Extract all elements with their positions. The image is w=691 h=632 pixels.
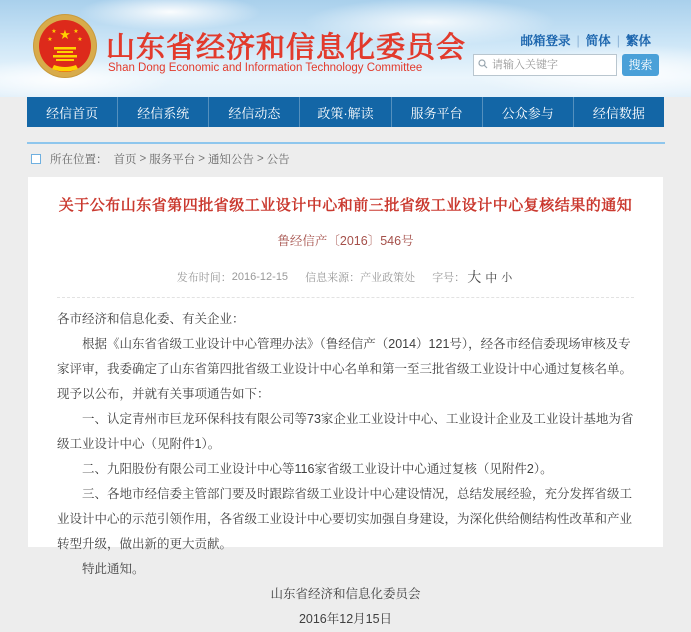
search-button[interactable]: 搜索 [622,54,659,76]
header-top-links [520,31,651,49]
article-title: 关于公布山东省第四批省级工业设计中心和前三批省级工业设计中心复核结果的通知 [58,197,633,214]
svg-text:★: ★ [51,29,57,35]
header-divider [27,142,665,144]
closing-line: 特此通知。 [82,562,145,576]
font-size-label: 字号： [432,272,466,284]
svg-text:★: ★ [73,29,79,35]
publish-time-label: 发布时间： [176,272,232,284]
breadcrumb-separator: > [256,153,264,165]
national-emblem-icon [32,13,98,79]
publish-time: 2016-12-15 [231,271,289,283]
breadcrumb-separator: > [139,153,147,165]
link-separator: | [576,34,580,48]
paragraph: 根据《山东省省级工业设计中心管理办法》（鲁经信产（2014）121号），经各市经信委现场审核及专家评审，我委确定了山东省第四批省级工业设计中心名单和第一至三批省级工业设计中心通过复核名单。现予以公布，并就有关事项通告如下： [57,337,633,401]
paragraph: 二、九阳股份有限公司工业设计中心等116家省级工业设计中心通过复核（见附件2）。 [82,462,553,476]
breadcrumb-item-service[interactable]: 服务平台 [149,154,196,166]
breadcrumb-separator: > [198,153,205,165]
article-meta [28,267,663,287]
font-size-large-button[interactable]: 大 [467,269,482,285]
paragraph: 三、各地市经信委主管部门要及时跟踪省级工业设计中心建设情况，总结发展经验，充分发挥省级工业设计中心的示范引领作用，各省级工业设计中心要切实加强自身建设，为深化供给侧结构性改革和产业转型升级，做出新的更大贡献。 [57,487,633,551]
breadcrumb-item-notices[interactable]: 通知公告 [207,154,254,166]
source-value: 产业政策处 [360,272,416,284]
svg-text:★: ★ [59,27,71,42]
site-subtitle: Shan Dong Economic and Information Technology Committee [108,62,423,74]
font-size-small-button[interactable]: 小 [501,272,513,284]
nav-item-data[interactable]: 经信数据 [592,105,645,121]
article-body [57,307,634,632]
traditional-chinese-link[interactable]: 繁体 [625,34,651,48]
breadcrumb-label: 所在位置： [50,154,108,166]
nav-item-policy[interactable]: 政策·解读 [300,97,391,127]
national-emblem-logo[interactable] [32,13,98,79]
source-label: 信息来源： [305,272,361,284]
link-separator: | [616,34,620,48]
paragraph: 一、认定青州市巨龙环保科技有限公司等73家企业工业设计中心、工业设计企业及工业设计基地为省级工业设计中心（见附件1）。 [57,412,634,451]
font-size-medium-button[interactable]: 中 [485,270,498,285]
breadcrumb [27,151,664,167]
svg-text:★: ★ [47,37,53,43]
breadcrumb-item-home[interactable]: 首页 [113,154,137,166]
meta-divider [57,297,634,298]
main-nav [27,97,664,127]
simplified-chinese-link[interactable]: 简体 [585,34,611,48]
mail-login-link[interactable]: 邮箱登录 [520,34,571,48]
breadcrumb-item-announcement[interactable]: 公告 [266,154,290,166]
site-header [0,0,691,97]
nav-item-news[interactable]: 经信动态 [209,97,300,127]
breadcrumb-square-icon [31,154,41,164]
nav-item-system[interactable]: 经信系统 [118,97,209,127]
signature-date: 2016年12月15日 [298,612,393,626]
article-panel [28,177,663,626]
nav-item-public[interactable]: 公众参与 [483,97,574,127]
search-bar [473,54,659,76]
search-input[interactable] [473,54,617,76]
document-number: 鲁经信产〔2016〕546号 [277,234,414,248]
site-title: 山东省经济和信息化委员会 [106,32,467,64]
salutation-line: 各市经济和信息化委、有关企业： [57,312,245,326]
nav-item-home[interactable]: 经信首页 [27,97,118,127]
svg-text:★: ★ [77,37,83,43]
nav-item-service[interactable]: 服务平台 [392,97,483,127]
signature: 山东省经济和信息化委员会 [270,587,421,601]
